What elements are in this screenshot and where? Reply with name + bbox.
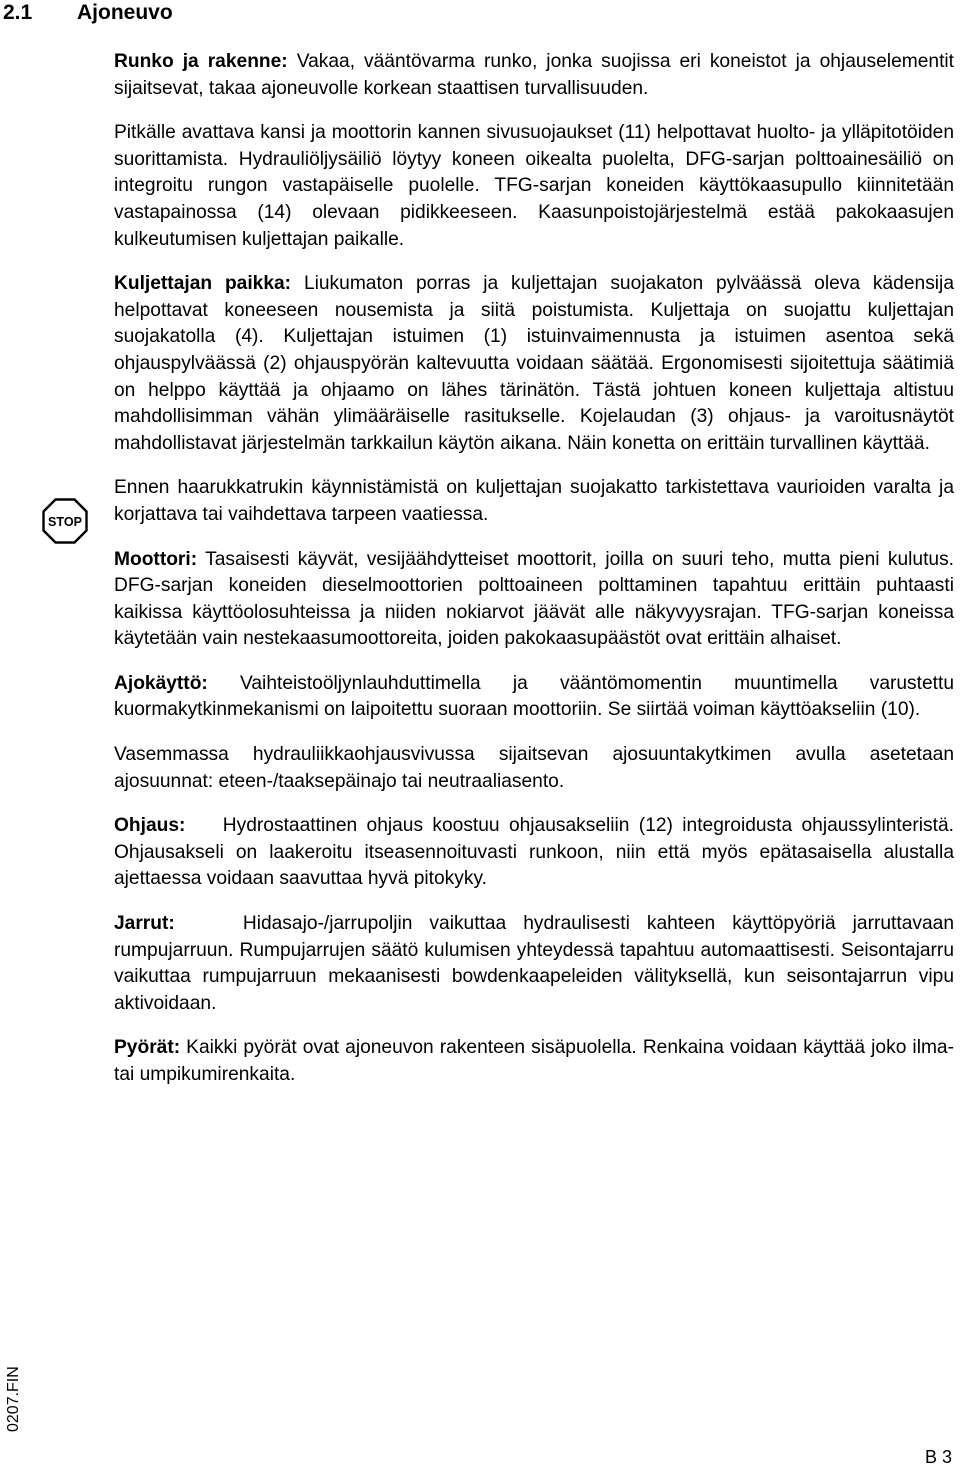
paragraph-text: Vakaa, vääntövarma runko, jonka suojissa eri koneistot ja ohjauselementit sijaitsevat, takaa ajoneuvolle korkean staattisen turvallisuuden. (114, 51, 954, 99)
paragraph-drive (114, 671, 954, 724)
paragraph-lead: Kuljettajan paikka: (114, 273, 292, 295)
paragraph-text: Hydrostaattinen ohjaus koostuu ohjausakseliin (12) integroidusta ohjaussylinteristä. Ohjausakseli on laakeroitu itseasennoituvasti runkoon, niin että myös epätasaisella alustalla ajettaessa voidaan saavuttaa hyvä pitokyky. (114, 815, 960, 890)
paragraph-driver-seat (114, 271, 954, 457)
paragraph-text: Tasaisesti käyvät, vesijäähdytteiset moottorit, joilla on suuri teho, mutta pieni kulutus. DFG-sarjan koneiden dieselmoottorien polttoaineen polttaminen tapahtuu erittäin puhtaasti kaikissa käyttöolosuhteissa ja niiden nokiarvot jäävät alle näkyvyysrajan. TFG-sarjan koneissa käytetään vain nestekaasumoottoreita, joiden pakokaasupäästöt ovat erittäin alhaiset. (114, 548, 954, 650)
paragraph-text: Kaikki pyörät ovat ajoneuvon rakenteen sisäpuolella. Renkaina voidaan käyttää joko ilma- tai umpikumirenkaita. (114, 1037, 954, 1085)
paragraph-lead: Moottori: (114, 548, 198, 570)
stop-sign-label: STOP (48, 514, 83, 529)
paragraph-lead: Ohjaus: (114, 815, 186, 837)
section-number: 2.1 (3, 1, 33, 24)
page-number: B 3 (924, 1447, 952, 1467)
stop-sign-icon (42, 498, 88, 544)
paragraph-safety-warning (114, 475, 954, 528)
paragraph-wheels (114, 1035, 954, 1088)
section-title: Ajoneuvo (77, 1, 173, 24)
paragraph-lead: Pyörät: (114, 1037, 181, 1059)
paragraph-text: Pitkälle avattava kansi ja moottorin kannen sivusuojaukset (11) helpottavat huolto- ja ylläpitotöiden suorittamista. Hydrauliöljysäiliö löytyy koneen oikealta puolelta, DFG-sarjan polttoainesäiliö on integroitu rungon vastapäiselle puolelle. TFG-sarjan koneiden käyttökaasupullo kiinnitetään vastapainossa (14) olevaan pidikkeeseen. Kaasunpoistojärjestelmä estää pakokaasujen kulkeutumisen kuljettajan paikalle. (114, 122, 954, 250)
paragraph-text: Vasemmassa hydrauliikkaohjausvivussa sijaitsevan ajosuuntakytkimen avulla asetetaan ajosuunnat: eteen-/taaksepäinajo tai neutraaliasento. (114, 744, 954, 792)
paragraph-steering (114, 813, 960, 893)
section-body (114, 49, 960, 1089)
paragraph-text: Vaihteistoöljynlauhduttimella ja vääntömomentin muuntimella varustettu kuormakytkinmekanismi on laipoitettu suoraan moottoriin. Se siirtää voiman käyttöakseliin (10). (114, 672, 954, 721)
paragraph-text: Liukumaton porras ja kuljettajan suojakaton pylväässä oleva kädensija helpottavat koneeseen nousemista ja siitä poistumista. Kuljettaja on suojattu kuljettajan suojakatolla (4). Kuljettajan istuimen (1) istuinvaimennusta ja istuimen asentoa sekä ohjauspylväässä (2) ohjauspyörän kaltevuutta voidaan säätää. Ergonomisesti sijoitettuja säätimiä on helppo käyttää ja ohjaamo on lähes tärinätön. Tästä johtuen koneen kuljettaja altistuu mahdollisimman vähän ylimääräiselle rasitukselle. Kojelaudan (3) ohjaus- ja varoitusnäytöt mahdollistavat järjestelmän tarkkailun käytön aikana. Näin konetta on erittäin turvallinen käyttää. (114, 273, 954, 454)
paragraph-frame-structure (114, 49, 954, 102)
paragraph-lead: Jarrut: (114, 913, 175, 935)
paragraph-brakes (114, 911, 960, 1017)
paragraph-text: Ennen haarukkatrukin käynnistämistä on kuljettajan suojakatto tarkistettava vaurioiden varalta ja korjattava tai vaihdettava tarpeen vaatiessa. (114, 477, 954, 525)
paragraph-maintenance (114, 120, 954, 253)
paragraph-lead: Ajokäyttö: (114, 672, 208, 694)
section-heading (0, 0, 173, 26)
paragraph-engine (114, 547, 954, 653)
document-code: 0207.FIN (5, 1366, 22, 1432)
paragraph-direction-switch (114, 742, 954, 795)
paragraph-lead: Runko ja rakenne: (114, 51, 288, 72)
paragraph-text: Hidasajo-/jarrupoljin vaikuttaa hydraulisesti kahteen käyttöpyöriä jarruttavaan rumpujarruun. Rumpujarrujen säätö kulumisen yhteydessä tapahtuu automaattisesti. Seisontajarru vaikuttaa rumpujarruun mekaanisesti bowdenkaapeleiden välityksellä, kun seisontajarrun vipu aktivoidaan. (114, 913, 960, 1014)
